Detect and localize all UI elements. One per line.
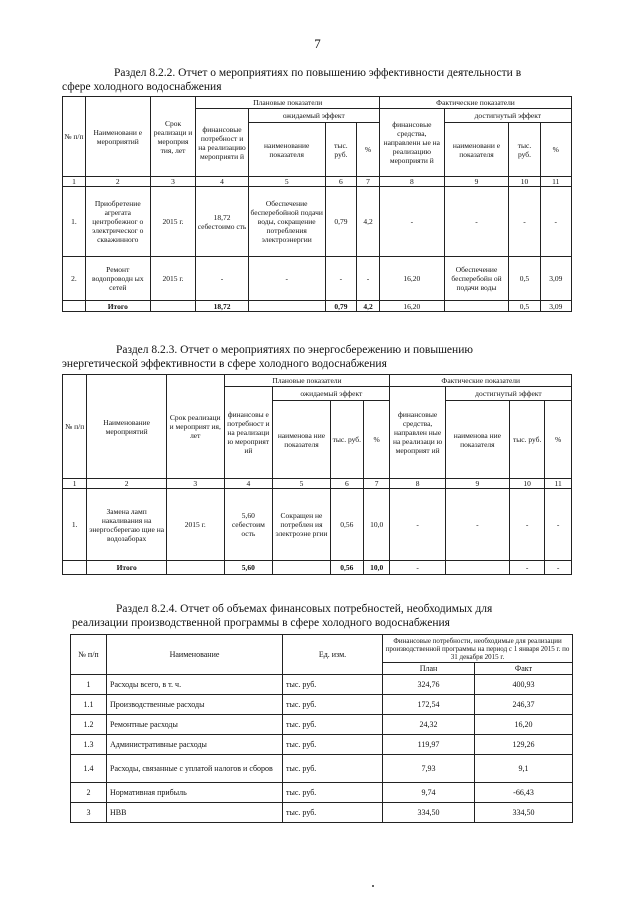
cell-name: Расходы, связанные с уплатой налогов и сборов: [107, 755, 283, 783]
section-824-heading: [72, 602, 492, 630]
cell-thous: 0,79: [325, 187, 356, 257]
total-pct: 10,0: [363, 561, 390, 575]
cell-no: 1.: [63, 187, 86, 257]
hdr-ind-fact: наименова ние показателя: [445, 401, 509, 479]
col-number: 2: [85, 177, 150, 187]
cell-fact-fin: -: [390, 489, 445, 561]
col-number: 8: [380, 177, 445, 187]
col-number: 7: [363, 479, 390, 489]
col-number: 7: [357, 177, 380, 187]
cell-unit: тыс. руб.: [283, 715, 383, 735]
col-number: 5: [273, 479, 331, 489]
table-row: [71, 803, 573, 823]
hdr-term: Срок реализаци и мероприя тия, лет: [150, 97, 196, 177]
total-fact-thous: 0,5: [509, 301, 540, 312]
hdr-needs: Финансовые потребности, необходимые для реализации производственной программы на период с 1 января 2015 г. по 31 декабря 2015 г.: [383, 635, 573, 663]
cell-indicator: Обеспечение бесперебойной подачи воды, сокращение потребления электроэнергии: [248, 187, 325, 257]
cell-no: 1.1: [71, 695, 107, 715]
cell-unit: тыс. руб.: [283, 783, 383, 803]
cell-unit: тыс. руб.: [283, 695, 383, 715]
hdr-ind-plan: наименование показателя: [248, 123, 325, 177]
col-number: 10: [509, 177, 540, 187]
total-fin: 18,72: [196, 301, 248, 312]
hdr-expected: ожидаемый эффект: [273, 387, 390, 401]
col-number: 4: [196, 177, 248, 187]
section-822-heading-line1: Раздел 8.2.2. Отчет о мероприятиях по повышению эффективности деятельности в: [114, 67, 522, 79]
cell-fact: 334,50: [475, 803, 573, 823]
cell-fact-pct: -: [540, 187, 571, 257]
table-row: [71, 783, 573, 803]
hdr-fin-needs: финансовы е потребност и на реализаци ю мероприят ий: [224, 387, 273, 479]
cell-fact: 9,1: [475, 755, 573, 783]
cell-thous: 0,56: [330, 489, 363, 561]
cell-plan: 324,76: [383, 675, 475, 695]
hdr-plan: План: [383, 663, 475, 675]
total-label: Итого: [87, 561, 167, 575]
col-number: 11: [545, 479, 572, 489]
col-number: 1: [63, 177, 86, 187]
col-number: 3: [150, 177, 196, 187]
hdr-fin-needs: финансовые потребност и на реализацию мероприяти й: [196, 109, 248, 177]
cell-name: НВВ: [107, 803, 283, 823]
col-number: 11: [540, 177, 571, 187]
cell-fact-fin: 16,20: [380, 257, 445, 301]
hdr-thous: тыс. руб.: [330, 401, 363, 479]
total-label: Итого: [85, 301, 150, 312]
cell-name: Приобретение агрегата центробежног о электрическог о скважинного: [85, 187, 150, 257]
col-number: 6: [325, 177, 356, 187]
section-824-heading-line1: Раздел 8.2.4. Отчет об объемах финансовых потребностей, необходимых для: [116, 603, 493, 615]
cell-no: 3: [71, 803, 107, 823]
cell-fact-indicator: Обеспечение бесперебойн ой подачи воды: [444, 257, 509, 301]
cell-pct: 4,2: [357, 187, 380, 257]
total-fact-fin: 16,20: [380, 301, 445, 312]
hdr-planned: Плановые показатели: [224, 375, 390, 387]
cell-indicator: -: [248, 257, 325, 301]
section-824-table: [70, 634, 573, 823]
hdr-ind-plan: наименова ние показателя: [273, 401, 331, 479]
cell-pct: 10,0: [363, 489, 390, 561]
section-823-heading-line1: Раздел 8.2.3. Отчет о мероприятиях по энергосбережению и повышению: [116, 344, 473, 356]
hdr-pct-fact: %: [540, 123, 571, 177]
hdr-pct: %: [357, 123, 380, 177]
cell-no: 1.2: [71, 715, 107, 735]
hdr-thous: тыс. руб.: [325, 123, 356, 177]
cell-plan: 24,32: [383, 715, 475, 735]
cell-fact-pct: 3,09: [540, 257, 571, 301]
hdr-no: № п/п: [63, 97, 86, 177]
table-row: [63, 489, 572, 561]
table-row: [71, 715, 573, 735]
section-823-heading: [62, 343, 473, 371]
total-fact-indicator: [445, 561, 509, 575]
cell-plan: 119,97: [383, 735, 475, 755]
cell-fact: 16,20: [475, 715, 573, 735]
cell-no: 1.3: [71, 735, 107, 755]
total-fact-thous: -: [509, 561, 544, 575]
hdr-term: Срок реализаци и мероприят ия, лет: [166, 375, 224, 479]
hdr-achieved: достигнутый эффект: [445, 387, 571, 401]
cell-fact-indicator: -: [445, 489, 509, 561]
cell-term: 2015 г.: [150, 187, 196, 257]
cell-fact-pct: -: [545, 489, 572, 561]
cell-no: 1.: [63, 489, 87, 561]
col-number: 5: [248, 177, 325, 187]
cell-name: Ремонт водопроводн ых сетей: [85, 257, 150, 301]
hdr-expected: ожидаемый эффект: [248, 109, 379, 123]
cell-name: Административные расходы: [107, 735, 283, 755]
cell-plan: 334,50: [383, 803, 475, 823]
cell-no: 1: [71, 675, 107, 695]
table-row: [63, 257, 572, 301]
col-number: 9: [444, 177, 509, 187]
cell-fact: -66,43: [475, 783, 573, 803]
section-823-heading-line2: энергетической эффективности в сфере холодного водоснабжения: [62, 358, 387, 370]
col-number: 1: [63, 479, 87, 489]
cell-fact: 246,37: [475, 695, 573, 715]
hdr-no: № п/п: [71, 635, 107, 675]
hdr-pct-fact: %: [545, 401, 572, 479]
hdr-name: Наименовани е мероприятий: [85, 97, 150, 177]
section-822-table: [62, 96, 572, 312]
hdr-fact: Факт: [475, 663, 573, 675]
cell-unit: тыс. руб.: [283, 735, 383, 755]
total-fact-pct: -: [545, 561, 572, 575]
cell-name: Ремонтные расходы: [107, 715, 283, 735]
hdr-actual: Фактические показатели: [390, 375, 572, 387]
col-number: 10: [509, 479, 544, 489]
section-824-heading-line2: реализации производственной программы в сфере холодного водоснабжения: [72, 617, 450, 629]
total-row: [63, 301, 572, 312]
hdr-thous-fact: тыс. руб.: [509, 401, 544, 479]
total-fact-pct: 3,09: [540, 301, 571, 312]
total-thous: 0,79: [325, 301, 356, 312]
cell-fact: 129,26: [475, 735, 573, 755]
total-fin: 5,60: [224, 561, 273, 575]
cell-indicator: Сокращен не потреблен ия электроэне ргии: [273, 489, 331, 561]
col-number: 4: [224, 479, 273, 489]
col-number: 3: [166, 479, 224, 489]
section-822-heading: [62, 66, 521, 94]
col-number: 6: [330, 479, 363, 489]
hdr-achieved: достигнутый эффект: [444, 109, 571, 123]
table-row: [63, 187, 572, 257]
total-pct: 4,2: [357, 301, 380, 312]
table-row: [71, 755, 573, 783]
cell-fin: 5,60 себестоим ость: [224, 489, 273, 561]
hdr-fin-means: финансовые средства, направленн ые на реализацию мероприяти й: [380, 109, 445, 177]
cell-fact-thous: -: [509, 489, 544, 561]
cell-no: 2.: [63, 257, 86, 301]
section-822-heading-line2: сфере холодного водоснабжения: [62, 81, 222, 93]
cell-pct: -: [357, 257, 380, 301]
cell-unit: тыс. руб.: [283, 675, 383, 695]
total-row: [63, 561, 572, 575]
table-row: [71, 735, 573, 755]
cell-fact-thous: 0,5: [509, 257, 540, 301]
cell-no: 1.4: [71, 755, 107, 783]
cell-name: Нормативная прибыль: [107, 783, 283, 803]
total-fact-fin: -: [390, 561, 445, 575]
page-number: 7: [314, 36, 321, 51]
hdr-name: Наименование: [107, 635, 283, 675]
cell-no: 2: [71, 783, 107, 803]
hdr-no: № п/п: [63, 375, 87, 479]
col-number: 9: [445, 479, 509, 489]
cell-name: Производственные расходы: [107, 695, 283, 715]
cell-term: 2015 г.: [166, 489, 224, 561]
cell-fact: 400,93: [475, 675, 573, 695]
total-thous: 0,56: [330, 561, 363, 575]
table-row: [71, 675, 573, 695]
scan-speck: [372, 885, 374, 887]
cell-fact-thous: -: [509, 187, 540, 257]
col-number: 2: [87, 479, 167, 489]
hdr-thous-fact: тыс. руб.: [509, 123, 540, 177]
cell-fin: -: [196, 257, 248, 301]
cell-fact-indicator: -: [444, 187, 509, 257]
hdr-fin-means: финансовые средства, направлен ные на реализаци ю мероприят ий: [390, 387, 445, 479]
cell-plan: 172,54: [383, 695, 475, 715]
hdr-actual: Фактические показатели: [380, 97, 572, 109]
hdr-unit: Ед. изм.: [283, 635, 383, 675]
cell-thous: -: [325, 257, 356, 301]
cell-fact-fin: -: [380, 187, 445, 257]
cell-plan: 9,74: [383, 783, 475, 803]
hdr-name: Наименование мероприятий: [87, 375, 167, 479]
cell-fin: 18,72 себестоимо сть: [196, 187, 248, 257]
cell-term: 2015 г.: [150, 257, 196, 301]
table-row: [71, 695, 573, 715]
section-823-table: [62, 374, 572, 575]
cell-unit: тыс. руб.: [283, 755, 383, 783]
cell-unit: тыс. руб.: [283, 803, 383, 823]
cell-name: Замена ламп накаливания на энергосберегаю щие на водозаборах: [87, 489, 167, 561]
hdr-planned: Плановые показатели: [196, 97, 380, 109]
hdr-ind-fact: наименовани е показателя: [444, 123, 509, 177]
cell-name: Расходы всего, в т. ч.: [107, 675, 283, 695]
col-number: 8: [390, 479, 445, 489]
hdr-pct: %: [363, 401, 390, 479]
cell-plan: 7,93: [383, 755, 475, 783]
